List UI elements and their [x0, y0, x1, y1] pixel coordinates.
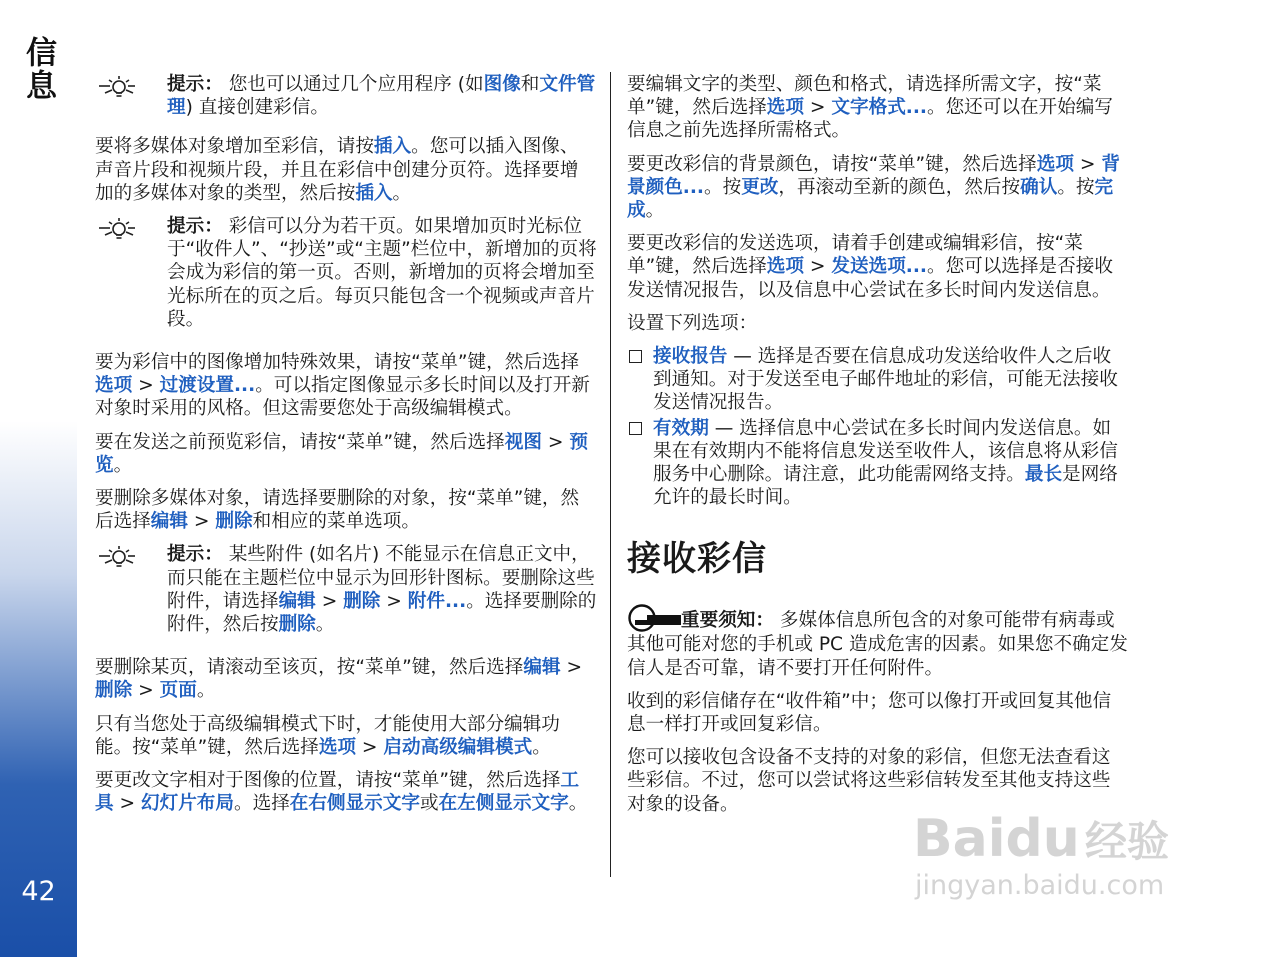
paragraph: 您可以接收包含设备不支持的对象的彩信，但您无法查看这些彩信。不过，您可以尝试将这些彩信转发至其他支持这些对象的设备。 [627, 747, 1111, 815]
column-divider [610, 72, 611, 877]
link-page[interactable]: 页面 [159, 680, 197, 702]
link-preview[interactable]: 预览 [95, 431, 588, 476]
link-delete[interactable]: 删除 [95, 680, 133, 702]
link-options[interactable]: 选项 [95, 375, 133, 397]
section-heading: 接收彩信 [627, 539, 767, 580]
paragraph: 要将多媒体对象增加至彩信，请按插入。您可以插入图像、声音片段和视频片段，并且在彩信中创建分页符。选择要增加的多媒体对象的类型，然后按插入。 [95, 136, 579, 204]
link-text-left[interactable]: 在左侧显示文字 [438, 793, 569, 815]
link-insert[interactable]: 插入 [373, 136, 412, 158]
link-options[interactable]: 选项 [766, 256, 804, 278]
link-advanced-edit-mode[interactable]: 启动高级编辑模式 [383, 736, 533, 758]
link-text-format[interactable]: 文字格式... [831, 97, 927, 119]
important-notice-icon [627, 603, 681, 633]
link-options[interactable]: 选项 [318, 736, 357, 758]
tip-label: 提示： [167, 216, 223, 238]
link-delete[interactable]: 删除 [343, 590, 381, 612]
lightbulb-icon [97, 217, 137, 247]
option-item: 接收报告 — 选择是否要在信息成功发送给收件人之后收到通知。对于发送至电子邮件地址的彩信，可能无法接收发送情况报告。 [627, 345, 1129, 415]
paragraph: 要删除某页，请滚动至该页，按“菜单”键，然后选择编辑 > 删除 > 页面。 [95, 657, 583, 702]
link-background-color[interactable]: 背景颜色... [627, 153, 1120, 198]
paragraph: 只有当您处于高级编辑模式下时，才能使用大部分编辑功能。按“菜单”键，然后选择选项 > 启动高级编辑模式。 [95, 713, 560, 758]
link-attachments[interactable]: 附件... [407, 590, 467, 612]
link-receive-report[interactable]: 接收报告 [653, 346, 728, 368]
link-insert[interactable]: 插入 [355, 182, 393, 204]
link-delete[interactable]: 删除 [215, 511, 253, 533]
left-column [95, 73, 597, 815]
link-change[interactable]: 更改 [741, 176, 779, 198]
link-edit[interactable]: 编辑 [150, 511, 188, 533]
link-file-manager[interactable]: 文件管理 [167, 74, 596, 119]
link-delete[interactable]: 删除 [278, 614, 316, 636]
link-sending-options[interactable]: 发送选项... [831, 256, 927, 278]
paragraph: 要更改彩信的背景颜色，请按“菜单”键，然后选择选项 > 背景颜色...。按更改，再滚动至新的颜色，然后按确认。按完成。 [627, 153, 1120, 222]
link-confirm[interactable]: 确认 [1020, 176, 1058, 198]
link-text-right[interactable]: 在右侧显示文字 [289, 793, 420, 815]
baidu-jingyan-watermark [905, 798, 1205, 908]
notice-label: 重要须知： [681, 610, 774, 632]
paragraph: 设置下列选项： [627, 312, 758, 334]
paragraph: 要更改文字相对于图像的位置，请按“菜单”键，然后选择工具 > 幻灯片布局。选择在右侧显示文字或在左侧显示文字。 [95, 770, 588, 815]
link-view[interactable]: 视图 [504, 431, 542, 453]
tip-note: 提示： 您也可以通过几个应用程序 (如图像和文件管理) 直接创建彩信。 [95, 73, 597, 119]
link-tools[interactable]: 工具 [95, 770, 580, 815]
tip-label: 提示： [167, 74, 223, 95]
section-title: 信息 [20, 36, 56, 102]
important-notice: 重要须知： 多媒体信息所包含的对象可能带有病毒或其他可能对您的手机或 PC 造成危害的因素。如果您不确定发信人是否可靠，请不要打开任何附件。 [627, 603, 1129, 679]
paragraph: 要编辑文字的类型、颜色和格式，请选择所需文字，按“菜单”键，然后选择选项 > 文字格式...。您还可以在开始编写信息之前先选择所需格式。 [627, 74, 1113, 142]
link-edit[interactable]: 编辑 [523, 657, 561, 679]
link-options[interactable]: 选项 [766, 97, 804, 119]
paragraph: 要更改彩信的发送选项，请着手创建或编辑彩信，按“菜单”键，然后选择选项 > 发送选项...。您可以选择是否接收发送情况报告，以及信息中心尝试在多长时间内发送信息。 [627, 233, 1113, 301]
section-sidebar [0, 0, 77, 957]
option-item: 有效期 — 选择信息中心尝试在多长时间内发送信息。如果在有效期内不能将信息发送至收件人，该信息将从彩信服务中心删除。请注意，此功能需网络支持。最长是网络允许的最长时间。 [627, 417, 1129, 510]
link-images[interactable]: 图像 [483, 74, 521, 95]
paragraph: 要在发送之前预览彩信，请按“菜单”键，然后选择视图 > 预览。 [95, 431, 588, 476]
tip-note: 提示： 彩信可以分为若干页。如果增加页时光标位于“收件人”、“抄送”或“主题”栏位中，新增加的页将会成为彩信的第一页。否则，新增加的页将会增加至光标所在的页之后。每页只能包含一个视频或声音片段。 [95, 215, 597, 331]
watermark-brand: Baidu [913, 809, 1080, 869]
watermark-url: jingyan.baidu.com [915, 870, 1165, 901]
lightbulb-icon [97, 75, 137, 105]
tip-note: 提示： 某些附件 (如名片) 不能显示在信息正文中，而只能在主题栏位中显示为回形针图标。要删除这些附件，请选择编辑 > 删除 > 附件...。选择要删除的附件，然后按删除。 [95, 543, 597, 636]
right-column [627, 73, 1129, 816]
checkbox-bullet-icon [629, 350, 642, 363]
watermark-cn: 经验 [1085, 817, 1170, 866]
link-validity-period[interactable]: 有效期 [653, 417, 709, 439]
paragraph: 收到的彩信储存在“收件箱”中；您可以像打开或回复其他信息一样打开或回复彩信。 [627, 690, 1112, 736]
paragraph: 要为彩信中的图像增加特殊效果，请按“菜单”键，然后选择选项 > 过渡设置...。可以指定图像显示多长时间以及打开新对象时采用的风格。但这需要您处于高级编辑模式。 [95, 352, 590, 420]
tip-label: 提示： [167, 544, 223, 566]
page-number: 42 [21, 876, 56, 907]
link-slide-layout[interactable]: 幻灯片布局 [141, 793, 234, 815]
link-options[interactable]: 选项 [1036, 153, 1074, 175]
link-transition-settings[interactable]: 过渡设置... [159, 375, 256, 397]
checkbox-bullet-icon [629, 422, 642, 435]
link-edit[interactable]: 编辑 [278, 590, 316, 612]
link-done[interactable]: 完成 [627, 176, 1114, 222]
link-maximum[interactable]: 最长 [1024, 464, 1063, 486]
lightbulb-icon [97, 545, 137, 575]
paragraph: 要删除多媒体对象，请选择要删除的对象，按“菜单”键，然后选择编辑 > 删除和相应的菜单选项。 [95, 488, 580, 533]
